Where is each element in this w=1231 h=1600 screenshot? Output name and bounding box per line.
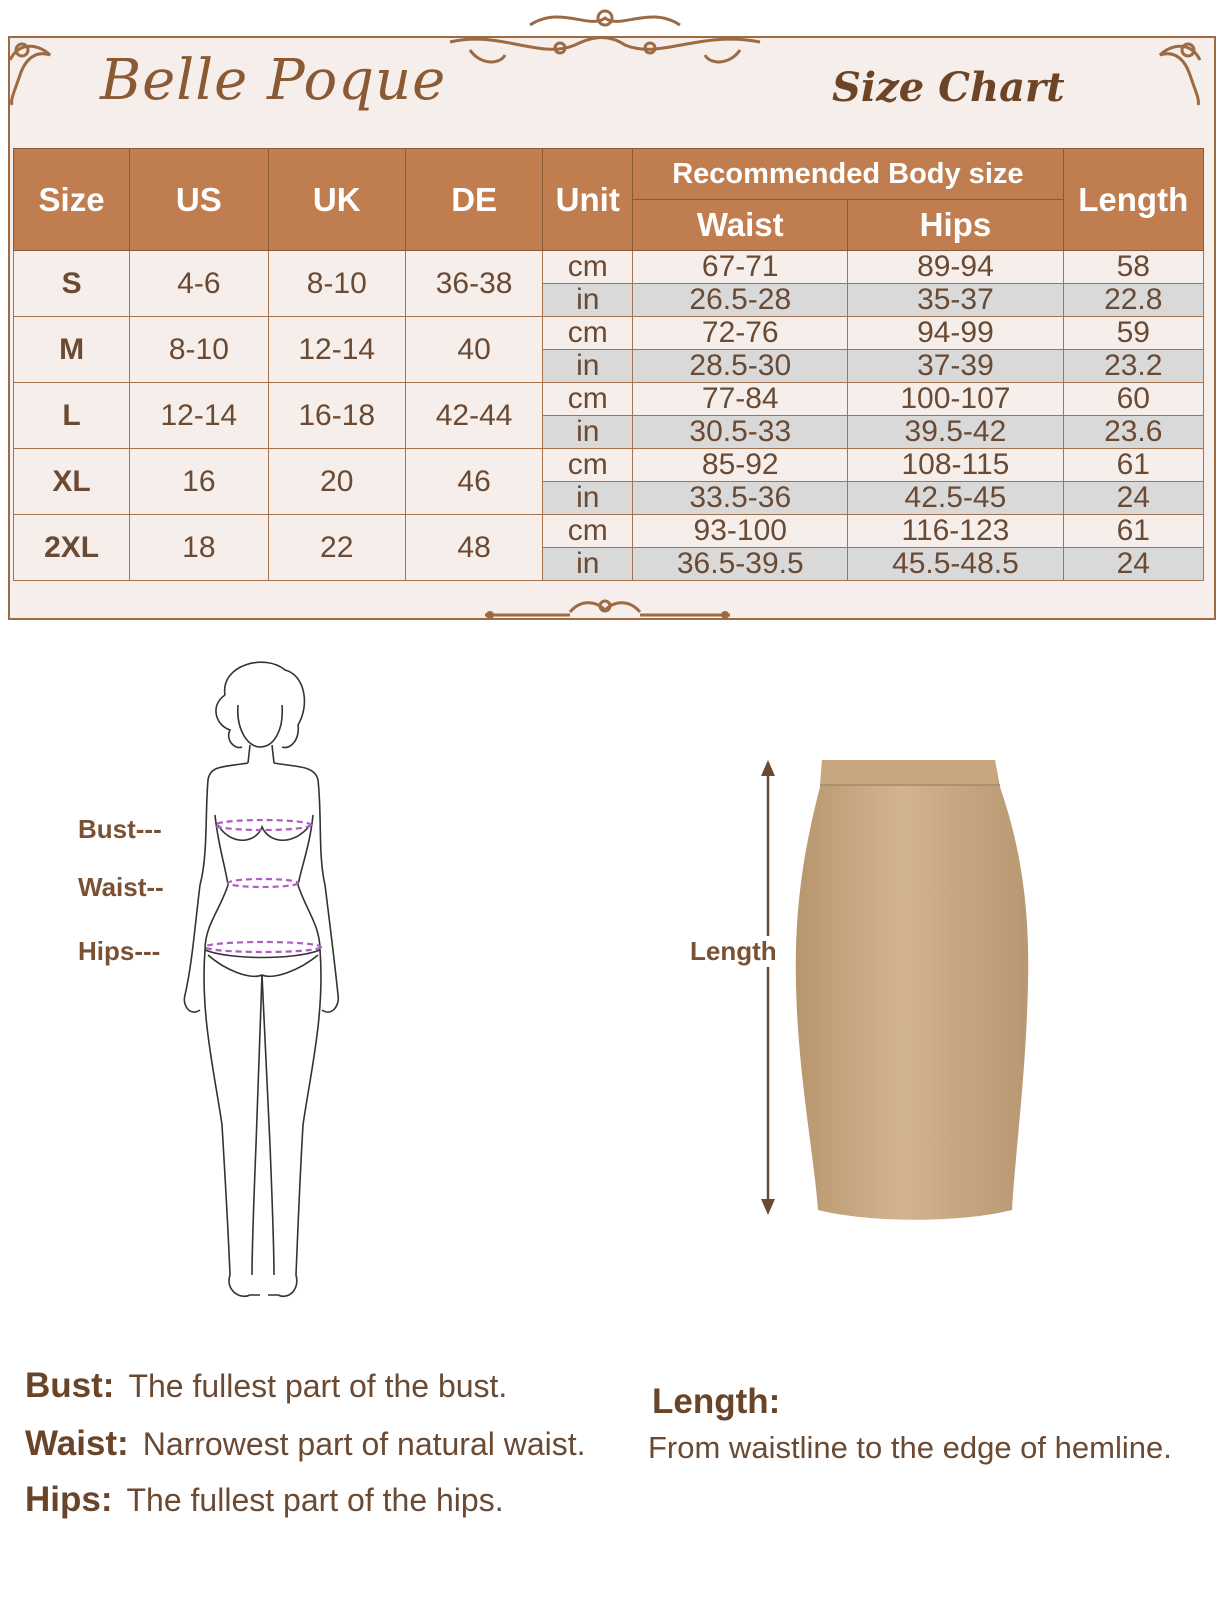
unit-cell: cm	[543, 449, 633, 482]
header-unit: Unit	[543, 149, 633, 251]
waist-cell: 93-100	[633, 515, 848, 548]
length-cell: 24	[1063, 548, 1203, 581]
length-cell: 59	[1063, 317, 1203, 350]
bust-text: The fullest part of the bust.	[128, 1368, 508, 1404]
us-cell: 4-6	[130, 251, 268, 317]
chart-title: Size Chart	[832, 64, 1065, 111]
size-cell: M	[14, 317, 130, 383]
unit-cell: in	[543, 482, 633, 515]
unit-cell: cm	[543, 251, 633, 284]
size-cell: 2XL	[14, 515, 130, 581]
length-cell: 61	[1063, 515, 1203, 548]
hips-cell: 94-99	[848, 317, 1063, 350]
waist-cell: 26.5-28	[633, 284, 848, 317]
uk-cell: 22	[268, 515, 405, 581]
uk-cell: 12-14	[268, 317, 405, 383]
de-cell: 40	[405, 317, 542, 383]
size-cell: XL	[14, 449, 130, 515]
header-hips: Hips	[848, 200, 1063, 251]
unit-cell: in	[543, 284, 633, 317]
hips-cell: 89-94	[848, 251, 1063, 284]
waist-cell: 77-84	[633, 383, 848, 416]
table-row	[14, 449, 1204, 482]
hips-label: Hips---	[78, 936, 161, 966]
de-cell: 42-44	[405, 383, 542, 449]
size-cell: S	[14, 251, 130, 317]
length-term: Length:	[652, 1382, 781, 1421]
unit-cell: cm	[543, 515, 633, 548]
length-cell: 22.8	[1063, 284, 1203, 317]
de-cell: 36-38	[405, 251, 542, 317]
size-cell: L	[14, 383, 130, 449]
length-text: From waistline to the edge of hemline.	[648, 1430, 1172, 1465]
size-table	[13, 148, 1204, 581]
hips-cell: 116-123	[848, 515, 1063, 548]
hips-definition	[25, 1480, 504, 1520]
waist-cell: 33.5-36	[633, 482, 848, 515]
length-cell: 23.6	[1063, 416, 1203, 449]
waist-label: Waist--	[78, 872, 164, 902]
hips-cell: 42.5-45	[848, 482, 1063, 515]
waist-term: Waist:	[25, 1424, 129, 1463]
us-cell: 12-14	[130, 383, 268, 449]
header-length: Length	[1063, 149, 1203, 251]
unit-cell: cm	[543, 317, 633, 350]
hips-cell: 108-115	[848, 449, 1063, 482]
waist-cell: 28.5-30	[633, 350, 848, 383]
waist-text: Narrowest part of natural waist.	[142, 1426, 586, 1462]
brand-logo: Belle Poque	[100, 48, 447, 113]
waist-cell: 36.5-39.5	[633, 548, 848, 581]
length-cell: 23.2	[1063, 350, 1203, 383]
length-cell: 61	[1063, 449, 1203, 482]
hips-cell: 35-37	[848, 284, 1063, 317]
header-waist: Waist	[633, 200, 848, 251]
waist-cell: 72-76	[633, 317, 848, 350]
unit-cell: cm	[543, 383, 633, 416]
waist-cell: 67-71	[633, 251, 848, 284]
unit-cell: in	[543, 416, 633, 449]
uk-cell: 8-10	[268, 251, 405, 317]
table-row	[14, 317, 1204, 350]
hips-cell: 39.5-42	[848, 416, 1063, 449]
header-us: US	[130, 149, 268, 251]
table-row	[14, 383, 1204, 416]
hips-text: The fullest part of the hips.	[126, 1482, 504, 1518]
hips-cell: 45.5-48.5	[848, 548, 1063, 581]
waist-cell: 85-92	[633, 449, 848, 482]
header-uk: UK	[268, 149, 405, 251]
header-de: DE	[405, 149, 542, 251]
unit-cell: in	[543, 350, 633, 383]
de-cell: 46	[405, 449, 542, 515]
body-figure-illustration	[170, 655, 370, 1305]
hips-cell: 100-107	[848, 383, 1063, 416]
de-cell: 48	[405, 515, 542, 581]
hips-cell: 37-39	[848, 350, 1063, 383]
unit-cell: in	[543, 548, 633, 581]
bust-definition	[25, 1366, 507, 1406]
table-row	[14, 251, 1204, 284]
skirt-image	[780, 755, 1040, 1225]
us-cell: 18	[130, 515, 268, 581]
length-label: Length	[690, 936, 777, 966]
length-cell: 24	[1063, 482, 1203, 515]
waist-cell: 30.5-33	[633, 416, 848, 449]
table-row	[14, 515, 1204, 548]
bust-term: Bust:	[25, 1366, 115, 1405]
header-recommended-body-size: Recommended Body size	[633, 149, 1063, 200]
us-cell: 8-10	[130, 317, 268, 383]
bust-label: Bust---	[78, 814, 162, 844]
waist-definition	[25, 1424, 586, 1464]
uk-cell: 20	[268, 449, 405, 515]
uk-cell: 16-18	[268, 383, 405, 449]
length-cell: 58	[1063, 251, 1203, 284]
hips-term: Hips:	[25, 1480, 113, 1519]
us-cell: 16	[130, 449, 268, 515]
length-arrow	[755, 760, 781, 1215]
length-cell: 60	[1063, 383, 1203, 416]
header-size: Size	[14, 149, 130, 251]
